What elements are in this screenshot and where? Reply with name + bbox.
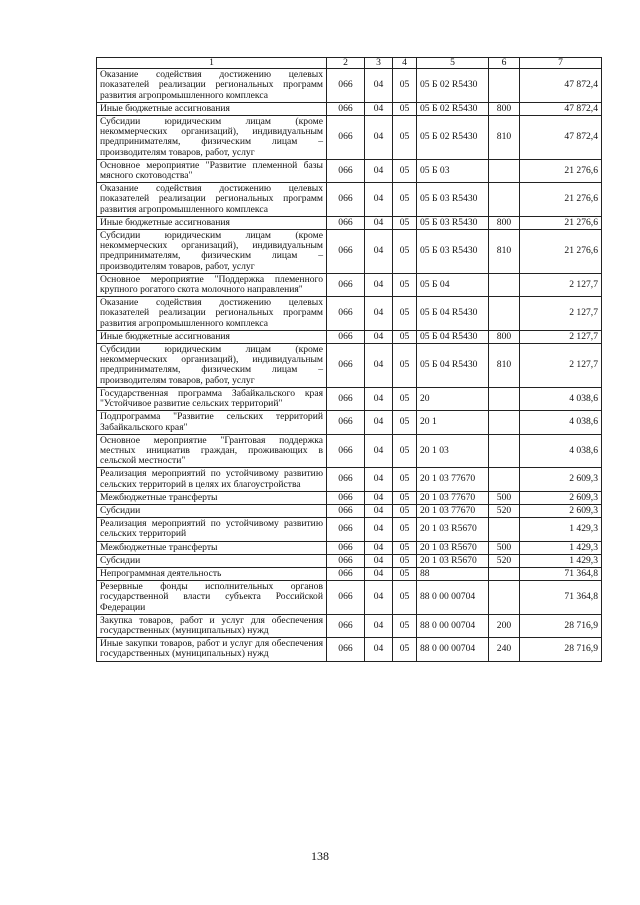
- row-target-article: 20 1: [417, 411, 489, 434]
- row-ministry-code: 066: [327, 159, 365, 182]
- row-expense-type: 810: [489, 116, 520, 160]
- row-ministry-code: 066: [327, 69, 365, 103]
- row-subsection: 05: [393, 344, 417, 388]
- row-name: Субсидии юридическим лицам (кроме некоммерческих организаций), индивидуальным предпринимателям, физическим лицам – производителям товаров, работ, услуг: [97, 116, 327, 160]
- row-ministry-code: 066: [327, 554, 365, 567]
- row-subsection: 05: [393, 504, 417, 517]
- row-name: Иные бюджетные ассигнования: [97, 102, 327, 115]
- row-amount: 21 276,6: [520, 230, 602, 274]
- row-name: Субсидии: [97, 504, 327, 517]
- row-section: 04: [365, 541, 393, 554]
- header-col-1: 1: [97, 58, 327, 69]
- row-name: Реализация мероприятий по устойчивому развитию сельских территорий в целях их благоустройства: [97, 468, 327, 491]
- header-col-5: 5: [417, 58, 489, 69]
- row-amount: 1 429,3: [520, 541, 602, 554]
- row-subsection: 05: [393, 491, 417, 504]
- row-amount: 28 716,9: [520, 614, 602, 637]
- row-target-article: 20 1 03 77670: [417, 491, 489, 504]
- row-name: Иные бюджетные ассигнования: [97, 216, 327, 229]
- row-amount: 4 038,6: [520, 411, 602, 434]
- row-subsection: 05: [393, 102, 417, 115]
- header-col-2: 2: [327, 58, 365, 69]
- row-name: Субсидии: [97, 554, 327, 567]
- table-row: [97, 554, 602, 567]
- row-expense-type: 800: [489, 330, 520, 343]
- row-subsection: 05: [393, 183, 417, 217]
- row-amount: 4 038,6: [520, 434, 602, 468]
- table-row: [97, 567, 602, 580]
- row-name: Субсидии юридическим лицам (кроме некоммерческих организаций), индивидуальным предпринимателям, физическим лицам – производителям товаров, работ, услуг: [97, 230, 327, 274]
- row-amount: 4 038,6: [520, 387, 602, 410]
- row-subsection: 05: [393, 554, 417, 567]
- row-section: 04: [365, 230, 393, 274]
- row-target-article: 88: [417, 567, 489, 580]
- row-subsection: 05: [393, 541, 417, 554]
- row-section: 04: [365, 102, 393, 115]
- row-expense-type: [489, 581, 520, 615]
- row-name: Субсидии юридическим лицам (кроме некоммерческих организаций), индивидуальным предпринимателям, физическим лицам – производителям товаров, работ, услуг: [97, 344, 327, 388]
- row-target-article: 88 0 00 00704: [417, 581, 489, 615]
- row-subsection: 05: [393, 216, 417, 229]
- row-expense-type: 800: [489, 216, 520, 229]
- table-row: [97, 434, 602, 468]
- table-row: [97, 504, 602, 517]
- row-expense-type: [489, 387, 520, 410]
- table-row: [97, 344, 602, 388]
- budget-table: [96, 57, 602, 662]
- row-amount: 1 429,3: [520, 554, 602, 567]
- row-name: Реализация мероприятий по устойчивому развитию сельских территорий: [97, 518, 327, 541]
- page-number: 138: [311, 849, 329, 863]
- row-section: 04: [365, 614, 393, 637]
- row-amount: 21 276,6: [520, 159, 602, 182]
- row-section: 04: [365, 183, 393, 217]
- row-section: 04: [365, 567, 393, 580]
- row-expense-type: 520: [489, 554, 520, 567]
- row-target-article: 20 1 03 77670: [417, 468, 489, 491]
- row-subsection: 05: [393, 638, 417, 661]
- row-ministry-code: 066: [327, 504, 365, 517]
- row-amount: 2 609,3: [520, 504, 602, 517]
- table-row: [97, 614, 602, 637]
- row-target-article: 05 Б 03 R5430: [417, 183, 489, 217]
- row-amount: 2 609,3: [520, 491, 602, 504]
- row-section: 04: [365, 116, 393, 160]
- row-expense-type: 500: [489, 491, 520, 504]
- row-subsection: 05: [393, 411, 417, 434]
- row-section: 04: [365, 581, 393, 615]
- row-subsection: 05: [393, 159, 417, 182]
- table-body: [97, 69, 602, 661]
- row-subsection: 05: [393, 567, 417, 580]
- row-name: Подпрограмма "Развитие сельских территорий Забайкальского края": [97, 411, 327, 434]
- table-row: [97, 581, 602, 615]
- row-target-article: 88 0 00 00704: [417, 638, 489, 661]
- table-row: [97, 273, 602, 296]
- row-section: 04: [365, 273, 393, 296]
- row-name: Резервные фонды исполнительных органов государственной власти субъекта Российской Федерации: [97, 581, 327, 615]
- table-row: [97, 518, 602, 541]
- row-expense-type: [489, 273, 520, 296]
- row-section: 04: [365, 638, 393, 661]
- row-expense-type: 810: [489, 344, 520, 388]
- row-ministry-code: 066: [327, 116, 365, 160]
- row-ministry-code: 066: [327, 297, 365, 331]
- row-subsection: 05: [393, 468, 417, 491]
- row-target-article: 05 Б 04 R5430: [417, 344, 489, 388]
- row-amount: 28 716,9: [520, 638, 602, 661]
- row-name: Межбюджетные трансферты: [97, 491, 327, 504]
- table-row: [97, 230, 602, 274]
- table-header: [97, 58, 602, 69]
- table-row: [97, 330, 602, 343]
- row-amount: 2 127,7: [520, 330, 602, 343]
- table-row: [97, 638, 602, 661]
- row-name: Межбюджетные трансферты: [97, 541, 327, 554]
- row-ministry-code: 066: [327, 567, 365, 580]
- table-row: [97, 541, 602, 554]
- row-amount: 47 872,4: [520, 102, 602, 115]
- row-expense-type: [489, 411, 520, 434]
- row-section: 04: [365, 504, 393, 517]
- row-section: 04: [365, 330, 393, 343]
- row-amount: 2 127,7: [520, 273, 602, 296]
- row-ministry-code: 066: [327, 491, 365, 504]
- row-expense-type: [489, 468, 520, 491]
- row-target-article: 05 Б 02 R5430: [417, 69, 489, 103]
- row-amount: 2 609,3: [520, 468, 602, 491]
- row-expense-type: 240: [489, 638, 520, 661]
- row-subsection: 05: [393, 273, 417, 296]
- table-row: [97, 468, 602, 491]
- row-name: Закупка товаров, работ и услуг для обеспечения государственных (муниципальных) нужд: [97, 614, 327, 637]
- row-name: Государственная программа Забайкальского края "Устойчивое развитие сельских территорий": [97, 387, 327, 410]
- row-expense-type: 200: [489, 614, 520, 637]
- row-target-article: 05 Б 02 R5430: [417, 102, 489, 115]
- header-row: [97, 58, 602, 69]
- row-section: 04: [365, 491, 393, 504]
- header-col-3: 3: [365, 58, 393, 69]
- row-ministry-code: 066: [327, 614, 365, 637]
- row-amount: 47 872,4: [520, 69, 602, 103]
- row-section: 04: [365, 434, 393, 468]
- row-ministry-code: 066: [327, 216, 365, 229]
- row-subsection: 05: [393, 387, 417, 410]
- row-section: 04: [365, 554, 393, 567]
- row-ministry-code: 066: [327, 230, 365, 274]
- row-expense-type: 810: [489, 230, 520, 274]
- row-target-article: 88 0 00 00704: [417, 614, 489, 637]
- row-section: 04: [365, 468, 393, 491]
- row-amount: 71 364,8: [520, 581, 602, 615]
- table-row: [97, 411, 602, 434]
- row-name: Иные бюджетные ассигнования: [97, 330, 327, 343]
- table-row: [97, 491, 602, 504]
- row-expense-type: 800: [489, 102, 520, 115]
- row-target-article: 05 Б 04: [417, 273, 489, 296]
- row-section: 04: [365, 159, 393, 182]
- row-name: Непрограммная деятельность: [97, 567, 327, 580]
- row-name: Основное мероприятие "Грантовая поддержка местных инициатив граждан, проживающих в сельской местности": [97, 434, 327, 468]
- row-ministry-code: 066: [327, 638, 365, 661]
- row-ministry-code: 066: [327, 183, 365, 217]
- row-target-article: 05 Б 04 R5430: [417, 330, 489, 343]
- row-ministry-code: 066: [327, 344, 365, 388]
- row-expense-type: [489, 159, 520, 182]
- row-section: 04: [365, 387, 393, 410]
- row-subsection: 05: [393, 230, 417, 274]
- row-subsection: 05: [393, 614, 417, 637]
- row-amount: 2 127,7: [520, 297, 602, 331]
- row-subsection: 05: [393, 518, 417, 541]
- row-amount: 21 276,6: [520, 183, 602, 217]
- row-expense-type: 520: [489, 504, 520, 517]
- row-section: 04: [365, 297, 393, 331]
- row-ministry-code: 066: [327, 434, 365, 468]
- row-ministry-code: 066: [327, 541, 365, 554]
- row-amount: 2 127,7: [520, 344, 602, 388]
- row-expense-type: [489, 183, 520, 217]
- row-target-article: 20: [417, 387, 489, 410]
- row-ministry-code: 066: [327, 273, 365, 296]
- table-row: [97, 69, 602, 103]
- row-name: Иные закупки товаров, работ и услуг для обеспечения государственных (муниципальных) нужд: [97, 638, 327, 661]
- row-expense-type: 500: [489, 541, 520, 554]
- row-amount: 47 872,4: [520, 116, 602, 160]
- row-name: Оказание содействия достижению целевых показателей реализации региональных программ развития агропромышленного комплекса: [97, 297, 327, 331]
- row-section: 04: [365, 216, 393, 229]
- row-ministry-code: 066: [327, 468, 365, 491]
- row-subsection: 05: [393, 116, 417, 160]
- row-target-article: 20 1 03: [417, 434, 489, 468]
- row-subsection: 05: [393, 581, 417, 615]
- table-row: [97, 216, 602, 229]
- row-subsection: 05: [393, 434, 417, 468]
- row-target-article: 20 1 03 R5670: [417, 518, 489, 541]
- row-target-article: 20 1 03 R5670: [417, 541, 489, 554]
- row-section: 04: [365, 411, 393, 434]
- row-subsection: 05: [393, 69, 417, 103]
- header-col-6: 6: [489, 58, 520, 69]
- row-target-article: 20 1 03 R5670: [417, 554, 489, 567]
- row-expense-type: [489, 69, 520, 103]
- row-target-article: 20 1 03 77670: [417, 504, 489, 517]
- row-amount: 71 364,8: [520, 567, 602, 580]
- row-amount: 1 429,3: [520, 518, 602, 541]
- row-expense-type: [489, 518, 520, 541]
- table-row: [97, 159, 602, 182]
- table-row: [97, 102, 602, 115]
- table-row: [97, 297, 602, 331]
- row-ministry-code: 066: [327, 411, 365, 434]
- header-col-4: 4: [393, 58, 417, 69]
- row-name: Основное мероприятие "Поддержка племенного крупного рогатого скота молочного направления": [97, 273, 327, 296]
- row-name: Оказание содействия достижению целевых показателей реализации региональных программ развития агропромышленного комплекса: [97, 69, 327, 103]
- table-row: [97, 116, 602, 160]
- row-ministry-code: 066: [327, 330, 365, 343]
- row-section: 04: [365, 69, 393, 103]
- row-ministry-code: 066: [327, 102, 365, 115]
- row-name: Оказание содействия достижению целевых показателей реализации региональных программ развития агропромышленного комплекса: [97, 183, 327, 217]
- row-amount: 21 276,6: [520, 216, 602, 229]
- row-expense-type: [489, 297, 520, 331]
- row-expense-type: [489, 434, 520, 468]
- header-col-7: 7: [520, 58, 602, 69]
- table-row: [97, 387, 602, 410]
- row-ministry-code: 066: [327, 581, 365, 615]
- row-subsection: 05: [393, 330, 417, 343]
- row-expense-type: [489, 567, 520, 580]
- row-name: Основное мероприятие "Развитие племенной базы мясного скотоводства": [97, 159, 327, 182]
- table-row: [97, 183, 602, 217]
- row-section: 04: [365, 344, 393, 388]
- row-subsection: 05: [393, 297, 417, 331]
- row-target-article: 05 Б 03 R5430: [417, 216, 489, 229]
- row-section: 04: [365, 518, 393, 541]
- row-target-article: 05 Б 03: [417, 159, 489, 182]
- row-target-article: 05 Б 02 R5430: [417, 116, 489, 160]
- row-target-article: 05 Б 03 R5430: [417, 230, 489, 274]
- row-ministry-code: 066: [327, 387, 365, 410]
- row-ministry-code: 066: [327, 518, 365, 541]
- row-target-article: 05 Б 04 R5430: [417, 297, 489, 331]
